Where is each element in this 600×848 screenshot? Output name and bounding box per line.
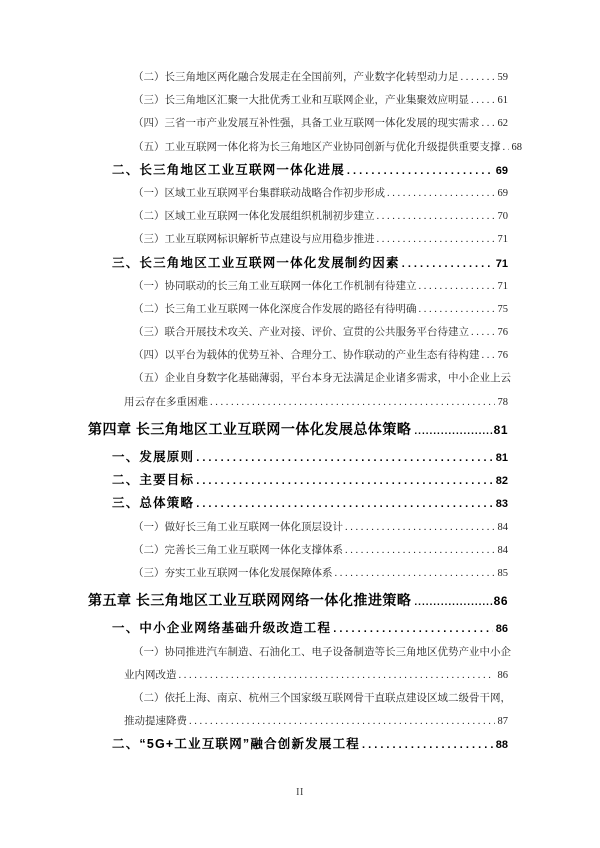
toc-entry-text: （二）区域工业互联网一体化发展组织机制初步建立 [133,211,375,223]
toc-entry[interactable] [88,66,508,89]
toc-entry-page: 87 [497,716,508,728]
toc-entry[interactable] [88,205,508,228]
toc-entry[interactable] [88,492,508,515]
toc-entry-page: 59 [497,72,508,83]
dot-leader [347,159,493,183]
toc-entry[interactable] [88,710,508,733]
toc-entry-page: 86 [493,594,508,609]
toc-entry-text: （二）长三角地区两化融合发展走在全国前列，产业数字化转型动力足 [133,72,459,83]
toc-entry-text: 一、发展原则 [112,450,195,464]
toc-entry-page: 71 [497,234,508,246]
toc-entry-page: 71 [497,280,508,292]
toc-entry[interactable] [88,446,508,469]
toc-entry-text: （三）长三角地区汇聚一大批优秀工业和互联网企业，产业集聚效应明显 [133,95,469,107]
dot-leader [482,112,495,135]
toc-entry-page: 76 [497,350,508,362]
toc-entry-text: 三、总体策略 [112,496,195,511]
toc-entry-text: （二）完善长三角工业互联网一体化支撑体系 [133,544,343,556]
dot-leader [377,228,495,251]
dot-leader [414,418,492,443]
toc-entry[interactable] [88,418,508,441]
toc-entry-text: 三、长三角地区工业互联网一体化发展制约因素 [112,255,400,270]
dot-leader [196,446,493,470]
toc-entry[interactable] [88,539,508,562]
toc-entry-text: 第四章 长三角地区工业互联网一体化发展总体策略 [88,420,412,437]
toc-entry-text: （三）联合开展技术攻关、产业对接、评价、宣贯的公共服务平台待建立 [133,327,469,339]
toc-entry[interactable] [88,391,508,414]
toc-entry-text: （五）企业自身数字化基础薄弱，平台本身无法满足企业诸多需求，中小企业上云 [133,373,511,385]
toc-entry[interactable] [88,228,508,251]
toc-list [88,66,522,756]
toc-entry[interactable] [88,136,522,159]
toc-entry-text: 业内网改造 [124,669,177,681]
toc-entry-page: 62 [497,118,508,130]
dot-leader [179,664,495,687]
dot-leader [377,205,495,228]
dot-leader [471,321,495,344]
dot-leader [419,275,495,298]
toc-entry[interactable] [88,664,508,687]
toc-entry-text: （三）工业互联网标识解析节点建设与应用稳步推进 [133,234,375,246]
dot-leader [471,89,495,112]
toc-entry[interactable] [88,641,511,664]
toc-entry[interactable] [88,344,508,367]
toc-entry-page: 85 [497,567,508,579]
toc-entry-text: （一）协同推进汽车制造、石油化工、电子设备制造等长三角地区优势产业中小企 [133,646,511,658]
dot-leader [461,66,495,89]
dot-leader [196,469,493,493]
toc-entry[interactable] [88,469,508,492]
toc-entry-page: 76 [497,327,508,339]
dot-leader [210,391,495,414]
toc-entry-text: （二）长三角工业互联网一体化深度合作发展的路径有待明确 [133,303,417,315]
toc-entry[interactable] [88,89,508,112]
toc-entry-page: 68 [511,141,522,153]
footer-page-number: II [296,787,304,798]
toc-entry-text: （四）以平台为载体的优势互补、合理分工、协作联动的产业生态有待构建 [133,350,480,362]
dot-leader [402,252,493,276]
dot-leader [335,562,495,585]
toc-entry-page: 83 [495,498,508,511]
toc-entry-text: 用云存在多重困难 [124,396,208,408]
dot-leader [503,136,509,159]
dot-leader [189,710,495,733]
toc-entry[interactable] [88,112,508,135]
dot-leader [196,492,493,516]
toc-entry-text: （一）协同联动的长三角工业互联网一体化工作机制有待建立 [133,280,417,292]
dot-leader [345,516,495,539]
toc-entry[interactable] [88,321,508,344]
toc-entry-text: 二、“5G+工业互联网”融合创新发展工程 [112,737,360,752]
dot-leader [333,617,493,641]
dot-leader [345,539,495,562]
toc-entry[interactable] [88,687,511,710]
toc-entry[interactable] [88,252,508,275]
toc-entry-page: 70 [497,211,508,223]
toc-entry-page: 88 [495,739,508,752]
toc-entry-page: 84 [497,544,508,556]
toc-entry-text: （四）三省一市产业发展互补性强，具备工业互联网一体化发展的现实需求 [133,118,480,130]
toc-entry-text: 二、长三角地区工业互联网一体化进展 [112,162,345,177]
toc-entry-page: 86 [497,669,508,681]
toc-entry-text: 二、主要目标 [112,473,195,488]
toc-entry-page: 82 [495,475,508,488]
toc-entry-page: 78 [497,396,508,408]
dot-leader [414,589,492,614]
toc-entry[interactable] [88,182,508,205]
toc-entry-page: 61 [497,95,508,107]
toc-entry-page: 84 [497,521,508,533]
toc-entry-text: （一）区域工业互联网平台集群联动战略合作初步形成 [133,187,385,199]
toc-entry-text: （一）做好长三角工业互联网一体化顶层设计 [133,521,343,533]
toc-entry[interactable] [88,589,508,612]
toc-entry-page: 71 [495,257,508,270]
dot-leader [482,344,495,367]
toc-entry[interactable] [88,275,508,298]
toc-entry-text: 推动提速降费 [124,716,187,728]
page-footer [0,787,600,798]
toc-entry-page: 81 [495,452,508,464]
dot-leader [362,733,493,757]
toc-entry[interactable] [88,733,508,756]
toc-entry[interactable] [88,159,508,182]
dot-leader [419,298,495,321]
toc-entry-text: （五）工业互联网一体化将为长三角地区产业协同创新与优化升级提供重要支撑 [133,141,501,153]
toc-entry[interactable] [88,562,508,585]
toc-entry[interactable] [88,516,508,539]
toc-entry-text: 一、中小企业网络基础升级改造工程 [112,621,332,636]
toc-entry-page: 86 [495,623,508,636]
toc-entry-page: 69 [495,164,508,177]
toc-entry[interactable] [88,367,511,390]
toc-entry-text: （二）依托上海、南京、杭州三个国家级互联网骨干直联点建设区域二级骨干网， [133,692,511,704]
toc-entry-text: （三）夯实工业互联网一体化发展保障体系 [133,567,333,579]
toc-entry-text: 第五章 长三角地区工业互联网网络一体化推进策略 [88,592,412,609]
toc-entry-page: 69 [497,187,508,199]
toc-entry-page: 81 [493,422,508,437]
toc-entry[interactable] [88,298,508,321]
dot-leader [387,182,495,205]
toc-entry[interactable] [88,617,508,640]
toc-entry-page: 75 [497,303,508,315]
